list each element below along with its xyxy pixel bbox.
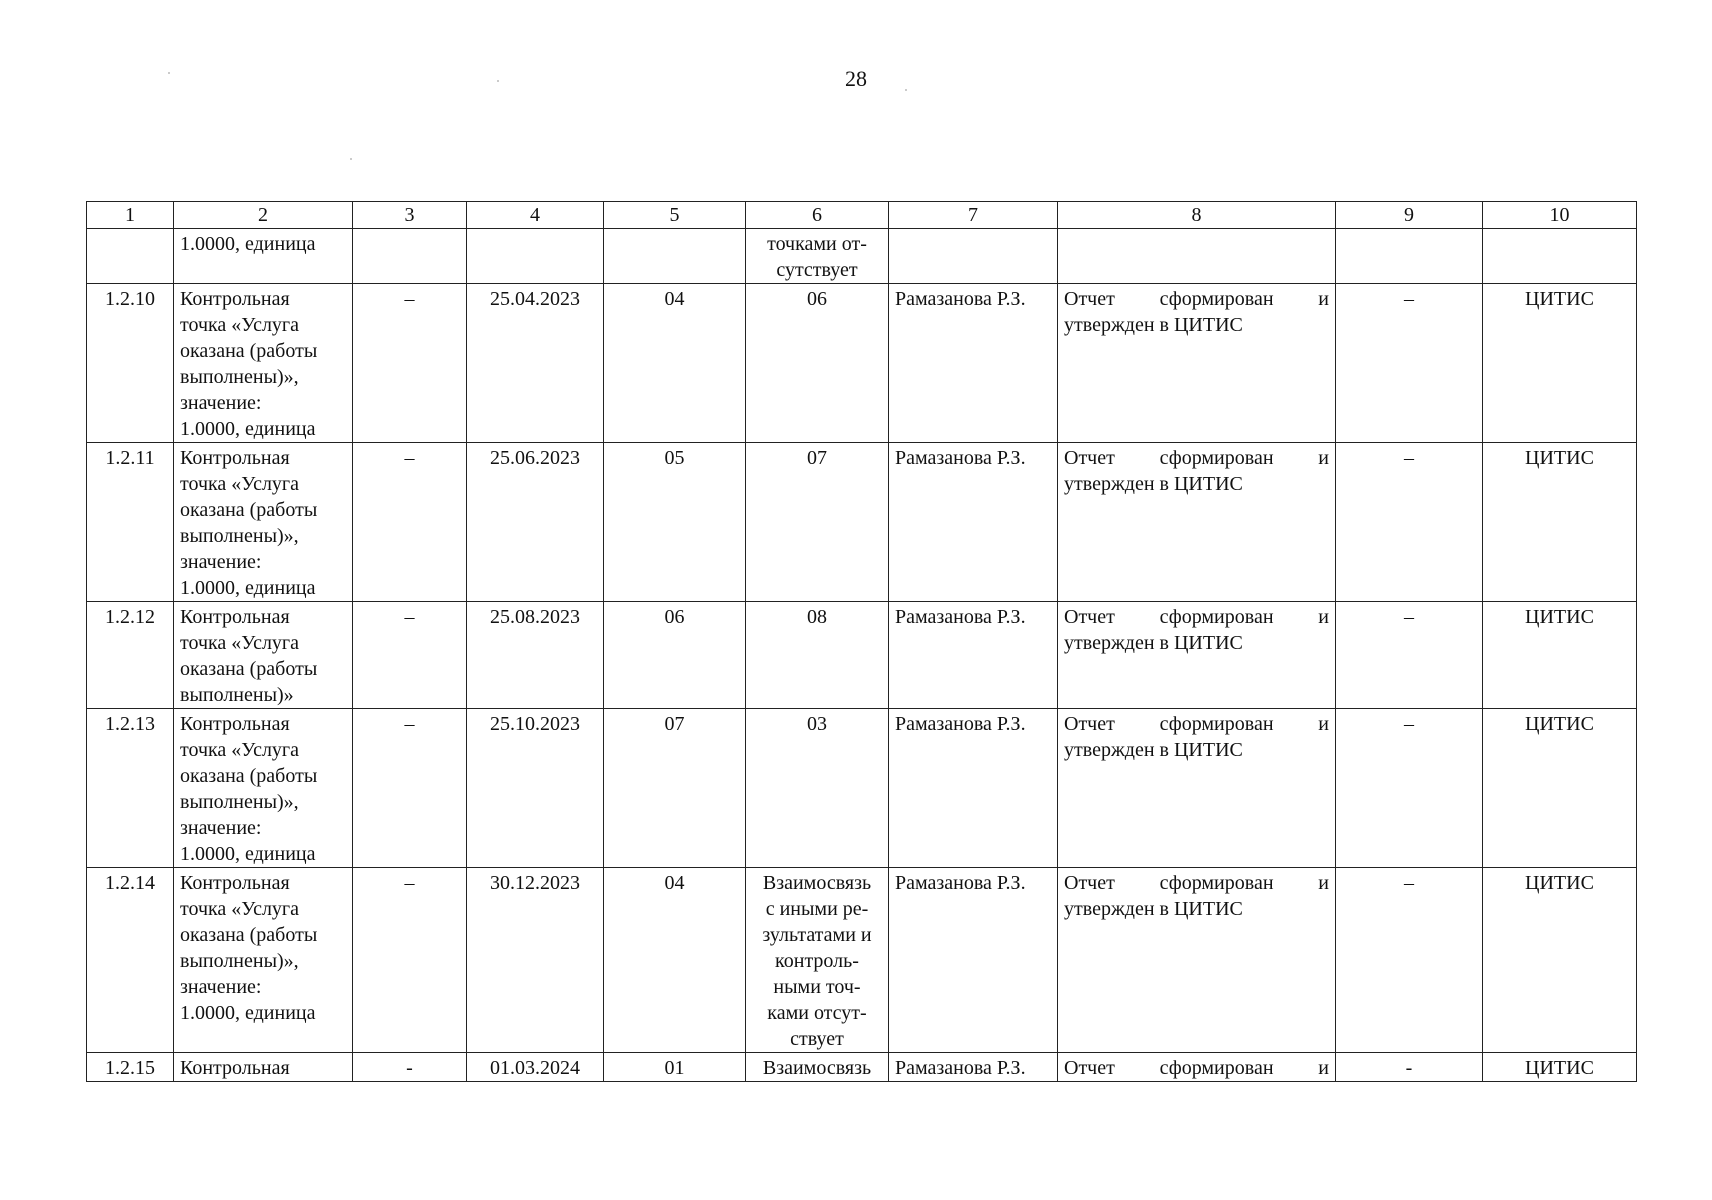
responsible-cell: Рамазанова Р.З. xyxy=(889,709,1058,868)
relation-cell xyxy=(746,229,889,284)
col5-cell: 04 xyxy=(604,868,746,1053)
description-cell xyxy=(174,602,353,709)
description-line: выполнены)» xyxy=(180,684,294,706)
description-cell xyxy=(174,443,353,602)
relation-line: сутствует xyxy=(776,259,858,281)
description-line: выполнены)», xyxy=(180,791,299,813)
relation-line: 07 xyxy=(807,447,827,469)
description-cell xyxy=(174,1053,353,1082)
row-number-cell: 1.2.14 xyxy=(87,868,174,1053)
col3-cell: – xyxy=(353,709,467,868)
milestones-table xyxy=(86,201,1637,1082)
relation-line: 08 xyxy=(807,606,827,628)
col9-cell: – xyxy=(1336,868,1483,1053)
system-cell: ЦИТИС xyxy=(1483,443,1637,602)
result-word: и xyxy=(1318,606,1329,628)
description-line: Контрольная xyxy=(180,1057,290,1079)
col3-cell: – xyxy=(353,443,467,602)
col3-cell: – xyxy=(353,868,467,1053)
description-line: оказана (работы xyxy=(180,499,318,521)
scan-speck xyxy=(350,158,352,160)
page-number: 28 xyxy=(845,66,867,91)
description-line: выполнены)», xyxy=(180,525,299,547)
result-word: Отчет xyxy=(1064,1057,1115,1079)
result-word: сформирован xyxy=(1159,447,1274,469)
relation-line: точками от- xyxy=(767,233,867,255)
relation-cell xyxy=(746,1053,889,1082)
result-cell xyxy=(1058,602,1336,709)
date-cell xyxy=(467,229,604,284)
description-line: значение: xyxy=(180,392,262,414)
description-line: 1.0000, единица xyxy=(180,843,316,865)
col3-cell: – xyxy=(353,602,467,709)
result-word: и xyxy=(1318,872,1329,894)
description-cell xyxy=(174,284,353,443)
result-line: утвержден в ЦИТИС xyxy=(1064,473,1243,495)
relation-cell xyxy=(746,443,889,602)
responsible-cell: Рамазанова Р.З. xyxy=(889,602,1058,709)
relation-line: зультатами и xyxy=(762,924,872,946)
relation-line: с иными ре- xyxy=(765,898,869,920)
header-cell: 4 xyxy=(467,202,604,229)
description-line: Контрольная xyxy=(180,606,290,628)
col9-cell: – xyxy=(1336,284,1483,443)
relation-cell xyxy=(746,602,889,709)
result-word: и xyxy=(1318,288,1329,310)
col5-cell: 04 xyxy=(604,284,746,443)
description-line: выполнены)», xyxy=(180,366,299,388)
table-row xyxy=(87,1053,1637,1082)
header-cell: 2 xyxy=(174,202,353,229)
system-cell: ЦИТИС xyxy=(1483,868,1637,1053)
description-cell xyxy=(174,229,353,284)
table-row xyxy=(87,868,1637,1053)
header-cell: 5 xyxy=(604,202,746,229)
responsible-cell xyxy=(889,229,1058,284)
result-word: Отчет xyxy=(1064,288,1115,310)
result-line xyxy=(1064,604,1329,630)
system-cell: ЦИТИС xyxy=(1483,284,1637,443)
relation-cell xyxy=(746,868,889,1053)
relation-cell xyxy=(746,709,889,868)
relation-line: контроль- xyxy=(775,950,859,972)
relation-line: 06 xyxy=(807,288,827,310)
row-number-cell: 1.2.15 xyxy=(87,1053,174,1082)
col5-cell: 01 xyxy=(604,1053,746,1082)
description-line: точка «Услуга xyxy=(180,739,300,761)
description-cell xyxy=(174,868,353,1053)
system-cell: ЦИТИС xyxy=(1483,709,1637,868)
header-cell: 8 xyxy=(1058,202,1336,229)
responsible-cell: Рамазанова Р.З. xyxy=(889,868,1058,1053)
description-line: точка «Услуга xyxy=(180,898,300,920)
table-row xyxy=(87,709,1637,868)
header-cell: 6 xyxy=(746,202,889,229)
col5-cell xyxy=(604,229,746,284)
relation-line: ствует xyxy=(790,1028,844,1050)
header-cell: 7 xyxy=(889,202,1058,229)
relation-line: Взаимосвязь xyxy=(762,1057,872,1079)
result-word: сформирован xyxy=(1159,1057,1274,1079)
relation-line: ками отсут- xyxy=(767,1002,867,1024)
description-line: точка «Услуга xyxy=(180,314,300,336)
col3-cell: - xyxy=(353,1053,467,1082)
description-line: Контрольная xyxy=(180,713,290,735)
result-word: Отчет xyxy=(1064,872,1115,894)
result-word: Отчет xyxy=(1064,713,1115,735)
result-word: сформирован xyxy=(1159,713,1274,735)
description-line: точка «Услуга xyxy=(180,473,300,495)
table-row xyxy=(87,284,1637,443)
system-cell xyxy=(1483,229,1637,284)
col3-cell: – xyxy=(353,284,467,443)
date-cell: 25.10.2023 xyxy=(467,709,604,868)
description-line: оказана (работы xyxy=(180,765,318,787)
description-line: точка «Услуга xyxy=(180,632,300,654)
col5-cell: 07 xyxy=(604,709,746,868)
header-cell: 1 xyxy=(87,202,174,229)
header-row xyxy=(87,202,1637,229)
col9-cell xyxy=(1336,229,1483,284)
description-line: Контрольная xyxy=(180,288,290,310)
result-word: сформирован xyxy=(1159,872,1274,894)
description-line: оказана (работы xyxy=(180,658,318,680)
description-cell xyxy=(174,709,353,868)
relation-line: 03 xyxy=(807,713,827,735)
result-word: сформирован xyxy=(1159,606,1274,628)
result-cell xyxy=(1058,229,1336,284)
result-word: Отчет xyxy=(1064,447,1115,469)
responsible-cell: Рамазанова Р.З. xyxy=(889,1053,1058,1082)
description-line: оказана (работы xyxy=(180,924,318,946)
result-cell xyxy=(1058,443,1336,602)
row-number-cell: 1.2.13 xyxy=(87,709,174,868)
row-number-cell: 1.2.12 xyxy=(87,602,174,709)
result-line: утвержден в ЦИТИС xyxy=(1064,898,1243,920)
result-word: и xyxy=(1318,447,1329,469)
description-line: значение: xyxy=(180,551,262,573)
col9-cell: – xyxy=(1336,602,1483,709)
result-cell xyxy=(1058,284,1336,443)
result-word: сформирован xyxy=(1159,288,1274,310)
description-line: Контрольная xyxy=(180,872,290,894)
result-cell xyxy=(1058,868,1336,1053)
col5-cell: 06 xyxy=(604,602,746,709)
table-row xyxy=(87,443,1637,602)
date-cell: 30.12.2023 xyxy=(467,868,604,1053)
result-word: и xyxy=(1318,1057,1329,1079)
row-number-cell: 1.2.10 xyxy=(87,284,174,443)
col3-cell xyxy=(353,229,467,284)
result-line: утвержден в ЦИТИС xyxy=(1064,739,1243,761)
date-cell: 01.03.2024 xyxy=(467,1053,604,1082)
result-line xyxy=(1064,445,1329,471)
result-line xyxy=(1064,286,1329,312)
description-line: Контрольная xyxy=(180,447,290,469)
date-cell: 25.04.2023 xyxy=(467,284,604,443)
description-line: выполнены)», xyxy=(180,950,299,972)
description-line: 1.0000, единица xyxy=(180,418,316,440)
result-cell xyxy=(1058,709,1336,868)
date-cell: 25.06.2023 xyxy=(467,443,604,602)
date-cell: 25.08.2023 xyxy=(467,602,604,709)
col9-cell: – xyxy=(1336,443,1483,602)
row-number-cell xyxy=(87,229,174,284)
relation-line: Взаимосвязь xyxy=(762,872,872,894)
description-line: значение: xyxy=(180,817,262,839)
header-cell: 10 xyxy=(1483,202,1637,229)
col5-cell: 05 xyxy=(604,443,746,602)
col9-cell: - xyxy=(1336,1053,1483,1082)
header-cell: 3 xyxy=(353,202,467,229)
system-cell: ЦИТИС xyxy=(1483,1053,1637,1082)
result-word: Отчет xyxy=(1064,606,1115,628)
description-line: 1.0000, единица xyxy=(180,1002,316,1024)
result-word: и xyxy=(1318,713,1329,735)
result-line xyxy=(1064,870,1329,896)
row-number-cell: 1.2.11 xyxy=(87,443,174,602)
description-line: значение: xyxy=(180,976,262,998)
result-cell xyxy=(1058,1053,1336,1082)
col9-cell: – xyxy=(1336,709,1483,868)
table-row xyxy=(87,602,1637,709)
result-line: утвержден в ЦИТИС xyxy=(1064,314,1243,336)
result-line xyxy=(1064,1055,1329,1081)
result-line: утвержден в ЦИТИС xyxy=(1064,632,1243,654)
description-line: 1.0000, единица xyxy=(180,233,316,255)
result-line xyxy=(1064,711,1329,737)
table-row xyxy=(87,229,1637,284)
responsible-cell: Рамазанова Р.З. xyxy=(889,284,1058,443)
description-line: 1.0000, единица xyxy=(180,577,316,599)
description-line: оказана (работы xyxy=(180,340,318,362)
relation-line: ными точ- xyxy=(773,976,861,998)
responsible-cell: Рамазанова Р.З. xyxy=(889,443,1058,602)
header-cell: 9 xyxy=(1336,202,1483,229)
system-cell: ЦИТИС xyxy=(1483,602,1637,709)
relation-cell xyxy=(746,284,889,443)
